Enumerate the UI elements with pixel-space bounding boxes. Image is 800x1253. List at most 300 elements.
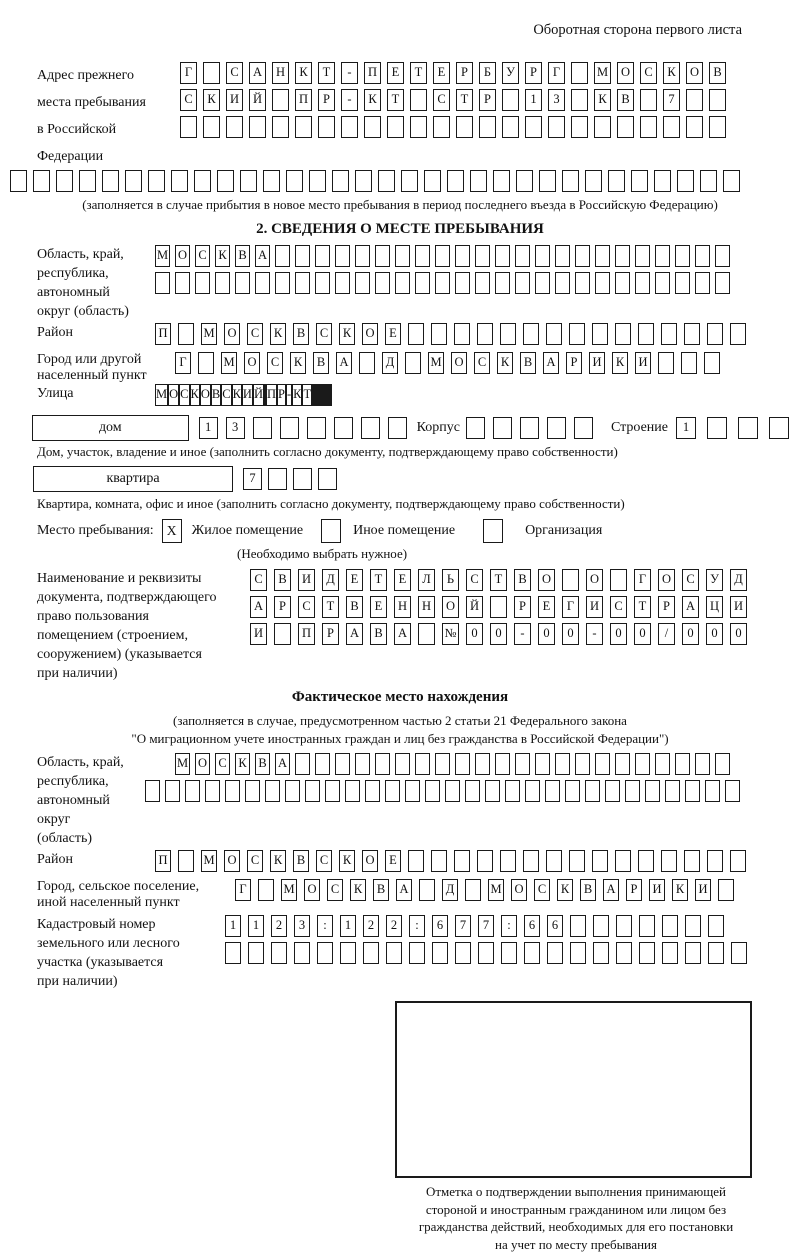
char-cell[interactable]: [425, 780, 440, 802]
char-cell[interactable]: [272, 116, 289, 138]
char-cell[interactable]: [180, 116, 197, 138]
char-cell[interactable]: [546, 850, 562, 872]
char-cell[interactable]: Р: [318, 89, 335, 111]
char-cell[interactable]: А: [394, 623, 411, 645]
char-cell[interactable]: Р: [566, 352, 582, 374]
char-cell[interactable]: [675, 753, 690, 775]
char-cell[interactable]: [405, 780, 420, 802]
char-cell[interactable]: [555, 272, 570, 294]
char-cell[interactable]: [363, 942, 379, 964]
char-cell[interactable]: [365, 780, 380, 802]
char-cell[interactable]: Р: [525, 62, 542, 84]
char-cell[interactable]: [415, 272, 430, 294]
char-cell[interactable]: 0: [730, 623, 747, 645]
char-cell[interactable]: [477, 850, 493, 872]
char-cell[interactable]: [295, 272, 310, 294]
char-cell[interactable]: [685, 780, 700, 802]
char-cell[interactable]: [355, 170, 372, 192]
char-cell[interactable]: [470, 170, 487, 192]
char-cell[interactable]: Е: [433, 62, 450, 84]
char-cell[interactable]: В: [293, 850, 309, 872]
char-cell[interactable]: [715, 245, 730, 267]
char-cell[interactable]: /: [658, 623, 675, 645]
char-cell[interactable]: [285, 780, 300, 802]
char-cell[interactable]: О: [195, 753, 210, 775]
char-cell[interactable]: К: [270, 323, 286, 345]
char-cell[interactable]: [495, 272, 510, 294]
char-cell[interactable]: 0: [682, 623, 699, 645]
char-cell[interactable]: [595, 753, 610, 775]
char-cell[interactable]: [515, 245, 530, 267]
char-cell[interactable]: А: [346, 623, 363, 645]
char-cell[interactable]: [475, 272, 490, 294]
char-cell[interactable]: [265, 780, 280, 802]
char-cell[interactable]: 0: [610, 623, 627, 645]
char-cell[interactable]: [615, 272, 630, 294]
char-cell[interactable]: [738, 417, 758, 439]
char-cell[interactable]: В: [520, 352, 536, 374]
char-cell[interactable]: [485, 780, 500, 802]
char-cell[interactable]: [408, 850, 424, 872]
char-cell[interactable]: С: [474, 352, 490, 374]
char-cell[interactable]: Л: [418, 569, 435, 591]
char-cell[interactable]: [615, 850, 631, 872]
char-cell[interactable]: Д: [730, 569, 747, 591]
char-cell[interactable]: Т: [322, 596, 339, 618]
char-cell[interactable]: [615, 245, 630, 267]
char-cell[interactable]: [654, 170, 671, 192]
char-cell[interactable]: С: [267, 352, 283, 374]
char-cell[interactable]: Г: [235, 879, 251, 901]
char-cell[interactable]: [661, 850, 677, 872]
checkbox-residential[interactable]: X: [162, 519, 182, 543]
char-cell[interactable]: [593, 942, 609, 964]
char-cell[interactable]: О: [451, 352, 467, 374]
char-cell[interactable]: [555, 753, 570, 775]
char-cell[interactable]: [505, 780, 520, 802]
char-cell[interactable]: [431, 323, 447, 345]
char-cell[interactable]: О: [304, 879, 320, 901]
char-cell[interactable]: [454, 850, 470, 872]
char-cell[interactable]: К: [292, 384, 302, 406]
char-cell[interactable]: Г: [175, 352, 191, 374]
char-cell[interactable]: В: [514, 569, 531, 591]
char-cell[interactable]: [546, 323, 562, 345]
char-cell[interactable]: [315, 272, 330, 294]
char-cell[interactable]: 6: [432, 915, 448, 937]
char-cell[interactable]: [501, 942, 517, 964]
char-cell[interactable]: [435, 272, 450, 294]
char-cell[interactable]: [639, 915, 655, 937]
char-cell[interactable]: [665, 780, 680, 802]
char-cell[interactable]: Е: [385, 323, 401, 345]
char-cell[interactable]: [225, 780, 240, 802]
char-cell[interactable]: К: [339, 323, 355, 345]
char-cell[interactable]: [295, 116, 312, 138]
char-cell[interactable]: С: [534, 879, 550, 901]
char-cell[interactable]: [355, 245, 370, 267]
char-cell[interactable]: [725, 780, 740, 802]
char-cell[interactable]: Й: [466, 596, 483, 618]
char-cell[interactable]: [592, 850, 608, 872]
char-cell[interactable]: [547, 417, 566, 439]
char-cell[interactable]: [594, 116, 611, 138]
char-cell[interactable]: [355, 272, 370, 294]
char-cell[interactable]: 2: [271, 915, 287, 937]
char-cell[interactable]: [435, 245, 450, 267]
char-cell[interactable]: В: [255, 753, 270, 775]
char-cell[interactable]: :: [317, 915, 333, 937]
char-cell[interactable]: 7: [663, 89, 680, 111]
char-cell[interactable]: К: [612, 352, 628, 374]
char-cell[interactable]: С: [682, 569, 699, 591]
char-cell[interactable]: [500, 850, 516, 872]
char-cell[interactable]: С: [215, 753, 230, 775]
char-cell[interactable]: В: [709, 62, 726, 84]
char-cell[interactable]: И: [730, 596, 747, 618]
char-cell[interactable]: [684, 850, 700, 872]
char-cell[interactable]: [685, 915, 701, 937]
char-cell[interactable]: 1: [199, 417, 218, 439]
char-cell[interactable]: [165, 780, 180, 802]
char-cell[interactable]: [675, 272, 690, 294]
char-cell[interactable]: О: [244, 352, 260, 374]
char-cell[interactable]: П: [364, 62, 381, 84]
char-cell[interactable]: 2: [386, 915, 402, 937]
char-cell[interactable]: -: [341, 89, 358, 111]
char-cell[interactable]: О: [168, 384, 179, 406]
char-cell[interactable]: [663, 116, 680, 138]
checkbox-organization[interactable]: [483, 519, 503, 543]
char-cell[interactable]: [475, 753, 490, 775]
char-cell[interactable]: Н: [418, 596, 435, 618]
char-cell[interactable]: [294, 942, 310, 964]
char-cell[interactable]: С: [250, 569, 267, 591]
char-cell[interactable]: О: [658, 569, 675, 591]
char-cell[interactable]: [525, 116, 542, 138]
char-cell[interactable]: [493, 170, 510, 192]
char-cell[interactable]: [315, 245, 330, 267]
char-cell[interactable]: [715, 753, 730, 775]
char-cell[interactable]: [495, 753, 510, 775]
char-cell[interactable]: О: [586, 569, 603, 591]
char-cell[interactable]: С: [610, 596, 627, 618]
char-cell[interactable]: К: [663, 62, 680, 84]
char-cell[interactable]: [415, 245, 430, 267]
char-cell[interactable]: С: [221, 384, 231, 406]
char-cell[interactable]: [286, 170, 303, 192]
char-cell[interactable]: [79, 170, 96, 192]
char-cell[interactable]: А: [682, 596, 699, 618]
char-cell[interactable]: 1: [676, 417, 696, 439]
char-cell[interactable]: [708, 942, 724, 964]
char-cell[interactable]: А: [275, 753, 290, 775]
char-cell[interactable]: [435, 753, 450, 775]
char-cell[interactable]: Ь: [442, 569, 459, 591]
char-cell[interactable]: В: [580, 879, 596, 901]
char-cell[interactable]: Т: [410, 62, 427, 84]
char-cell[interactable]: [240, 170, 257, 192]
char-cell[interactable]: О: [224, 850, 240, 872]
char-cell[interactable]: [575, 245, 590, 267]
char-cell[interactable]: [155, 272, 170, 294]
char-cell[interactable]: [225, 942, 241, 964]
char-cell[interactable]: [275, 245, 290, 267]
char-cell[interactable]: [695, 272, 710, 294]
char-cell[interactable]: Д: [322, 569, 339, 591]
char-cell[interactable]: Р: [274, 596, 291, 618]
char-cell[interactable]: [388, 417, 407, 439]
char-cell[interactable]: [585, 780, 600, 802]
char-cell[interactable]: [685, 942, 701, 964]
char-cell[interactable]: [263, 170, 280, 192]
char-cell[interactable]: [203, 116, 220, 138]
char-cell[interactable]: [645, 780, 660, 802]
char-cell[interactable]: [575, 272, 590, 294]
char-cell[interactable]: [375, 753, 390, 775]
char-cell[interactable]: П: [155, 323, 171, 345]
char-cell[interactable]: М: [201, 850, 217, 872]
char-cell[interactable]: К: [203, 89, 220, 111]
char-cell[interactable]: Р: [626, 879, 642, 901]
char-cell[interactable]: [539, 170, 556, 192]
char-cell[interactable]: [640, 89, 657, 111]
char-cell[interactable]: [730, 850, 746, 872]
char-cell[interactable]: [477, 323, 493, 345]
char-cell[interactable]: В: [370, 623, 387, 645]
char-cell[interactable]: [408, 323, 424, 345]
char-cell[interactable]: [608, 170, 625, 192]
char-cell[interactable]: [675, 245, 690, 267]
char-cell[interactable]: Г: [562, 596, 579, 618]
char-cell[interactable]: [616, 942, 632, 964]
char-cell[interactable]: 7: [243, 468, 262, 490]
char-cell[interactable]: [700, 170, 717, 192]
char-cell[interactable]: [375, 272, 390, 294]
char-cell[interactable]: [375, 245, 390, 267]
char-cell[interactable]: [686, 116, 703, 138]
char-cell[interactable]: К: [350, 879, 366, 901]
char-cell[interactable]: [171, 170, 188, 192]
char-cell[interactable]: Р: [658, 596, 675, 618]
char-cell[interactable]: 7: [455, 915, 471, 937]
char-cell[interactable]: 2: [363, 915, 379, 937]
char-cell[interactable]: [217, 170, 234, 192]
char-cell[interactable]: 6: [547, 915, 563, 937]
char-cell[interactable]: [625, 780, 640, 802]
char-cell[interactable]: [340, 942, 356, 964]
char-cell[interactable]: [731, 942, 747, 964]
char-cell[interactable]: [185, 780, 200, 802]
char-cell[interactable]: М: [221, 352, 237, 374]
char-cell[interactable]: К: [497, 352, 513, 374]
char-cell[interactable]: [718, 879, 734, 901]
char-cell[interactable]: [355, 753, 370, 775]
char-cell[interactable]: С: [640, 62, 657, 84]
char-cell[interactable]: К: [557, 879, 573, 901]
char-cell[interactable]: [10, 170, 27, 192]
char-cell[interactable]: [359, 352, 375, 374]
char-cell[interactable]: Т: [634, 596, 651, 618]
char-cell[interactable]: В: [235, 245, 250, 267]
char-cell[interactable]: [253, 417, 272, 439]
char-cell[interactable]: Д: [442, 879, 458, 901]
char-cell[interactable]: [515, 272, 530, 294]
char-cell[interactable]: [569, 850, 585, 872]
char-cell[interactable]: А: [543, 352, 559, 374]
char-cell[interactable]: [686, 89, 703, 111]
char-cell[interactable]: [638, 850, 654, 872]
char-cell[interactable]: [661, 323, 677, 345]
char-cell[interactable]: 1: [525, 89, 542, 111]
char-cell[interactable]: М: [175, 753, 190, 775]
char-cell[interactable]: Е: [370, 596, 387, 618]
char-cell[interactable]: 0: [562, 623, 579, 645]
char-cell[interactable]: В: [313, 352, 329, 374]
char-cell[interactable]: [178, 323, 194, 345]
char-cell[interactable]: С: [195, 245, 210, 267]
char-cell[interactable]: [307, 417, 326, 439]
char-cell[interactable]: [271, 942, 287, 964]
char-cell[interactable]: [317, 942, 333, 964]
char-cell[interactable]: -: [514, 623, 531, 645]
char-cell[interactable]: Е: [346, 569, 363, 591]
char-cell[interactable]: [345, 780, 360, 802]
char-cell[interactable]: С: [316, 323, 332, 345]
char-cell[interactable]: [635, 753, 650, 775]
char-cell[interactable]: А: [250, 596, 267, 618]
char-cell[interactable]: Г: [180, 62, 197, 84]
char-cell[interactable]: [523, 323, 539, 345]
char-cell[interactable]: [432, 942, 448, 964]
char-cell[interactable]: В: [373, 879, 389, 901]
char-cell[interactable]: [555, 245, 570, 267]
char-cell[interactable]: Г: [634, 569, 651, 591]
char-cell[interactable]: [293, 468, 312, 490]
char-cell[interactable]: [520, 417, 539, 439]
char-cell[interactable]: [547, 942, 563, 964]
char-cell[interactable]: [341, 116, 358, 138]
char-cell[interactable]: Е: [387, 62, 404, 84]
char-cell[interactable]: [707, 417, 727, 439]
char-cell[interactable]: Т: [370, 569, 387, 591]
char-cell[interactable]: [695, 753, 710, 775]
char-cell[interactable]: [465, 879, 481, 901]
char-cell[interactable]: [662, 942, 678, 964]
char-cell[interactable]: [523, 850, 539, 872]
char-cell[interactable]: О: [442, 596, 459, 618]
char-cell[interactable]: [639, 942, 655, 964]
char-cell[interactable]: [395, 272, 410, 294]
char-cell[interactable]: В: [274, 569, 291, 591]
char-cell[interactable]: М: [488, 879, 504, 901]
char-cell[interactable]: Г: [548, 62, 565, 84]
char-cell[interactable]: [205, 780, 220, 802]
char-cell[interactable]: О: [362, 323, 378, 345]
char-cell[interactable]: И: [586, 596, 603, 618]
char-cell[interactable]: [395, 245, 410, 267]
char-cell[interactable]: [198, 352, 214, 374]
char-cell[interactable]: К: [190, 384, 200, 406]
char-cell[interactable]: 1: [248, 915, 264, 937]
char-cell[interactable]: Р: [277, 384, 286, 406]
char-cell[interactable]: А: [249, 62, 266, 84]
char-cell[interactable]: В: [211, 384, 221, 406]
char-cell[interactable]: С: [247, 323, 263, 345]
char-cell[interactable]: Р: [514, 596, 531, 618]
char-cell[interactable]: К: [215, 245, 230, 267]
char-cell[interactable]: [194, 170, 211, 192]
char-cell[interactable]: [249, 116, 266, 138]
char-cell[interactable]: [655, 753, 670, 775]
char-cell[interactable]: [361, 417, 380, 439]
char-cell[interactable]: [456, 116, 473, 138]
char-cell[interactable]: [677, 170, 694, 192]
char-cell[interactable]: [334, 417, 353, 439]
char-cell[interactable]: [401, 170, 418, 192]
char-cell[interactable]: К: [235, 753, 250, 775]
char-cell[interactable]: [203, 62, 220, 84]
char-cell[interactable]: 1: [225, 915, 241, 937]
char-cell[interactable]: [569, 323, 585, 345]
char-cell[interactable]: [615, 753, 630, 775]
char-cell[interactable]: [704, 352, 720, 374]
char-cell[interactable]: [215, 272, 230, 294]
char-cell[interactable]: 0: [634, 623, 651, 645]
char-cell[interactable]: [445, 780, 460, 802]
char-cell[interactable]: Т: [490, 569, 507, 591]
char-cell[interactable]: [638, 323, 654, 345]
char-cell[interactable]: М: [428, 352, 444, 374]
char-cell[interactable]: [475, 245, 490, 267]
char-cell[interactable]: Р: [456, 62, 473, 84]
char-cell[interactable]: [395, 753, 410, 775]
char-cell[interactable]: У: [706, 569, 723, 591]
char-cell[interactable]: О: [686, 62, 703, 84]
char-cell[interactable]: [571, 62, 588, 84]
char-cell[interactable]: Р: [322, 623, 339, 645]
char-cell[interactable]: Й: [253, 384, 264, 406]
char-cell[interactable]: [272, 89, 289, 111]
char-cell[interactable]: Е: [385, 850, 401, 872]
char-cell[interactable]: Т: [387, 89, 404, 111]
char-cell[interactable]: В: [346, 596, 363, 618]
char-cell[interactable]: О: [200, 384, 211, 406]
char-cell[interactable]: [385, 780, 400, 802]
char-cell[interactable]: [295, 245, 310, 267]
char-cell[interactable]: [585, 170, 602, 192]
char-cell[interactable]: -: [586, 623, 603, 645]
char-cell[interactable]: [410, 116, 427, 138]
char-cell[interactable]: И: [635, 352, 651, 374]
char-cell[interactable]: [730, 323, 746, 345]
char-cell[interactable]: [495, 245, 510, 267]
char-cell[interactable]: [454, 323, 470, 345]
char-cell[interactable]: О: [511, 879, 527, 901]
char-cell[interactable]: [102, 170, 119, 192]
char-cell[interactable]: У: [502, 62, 519, 84]
char-cell[interactable]: [309, 170, 326, 192]
char-cell[interactable]: [593, 915, 609, 937]
char-cell[interactable]: К: [232, 384, 242, 406]
char-cell[interactable]: [479, 116, 496, 138]
char-cell[interactable]: [478, 942, 494, 964]
char-cell[interactable]: [535, 753, 550, 775]
char-cell[interactable]: Ц: [706, 596, 723, 618]
char-cell[interactable]: К: [339, 850, 355, 872]
char-cell[interactable]: [455, 753, 470, 775]
char-cell[interactable]: [419, 879, 435, 901]
